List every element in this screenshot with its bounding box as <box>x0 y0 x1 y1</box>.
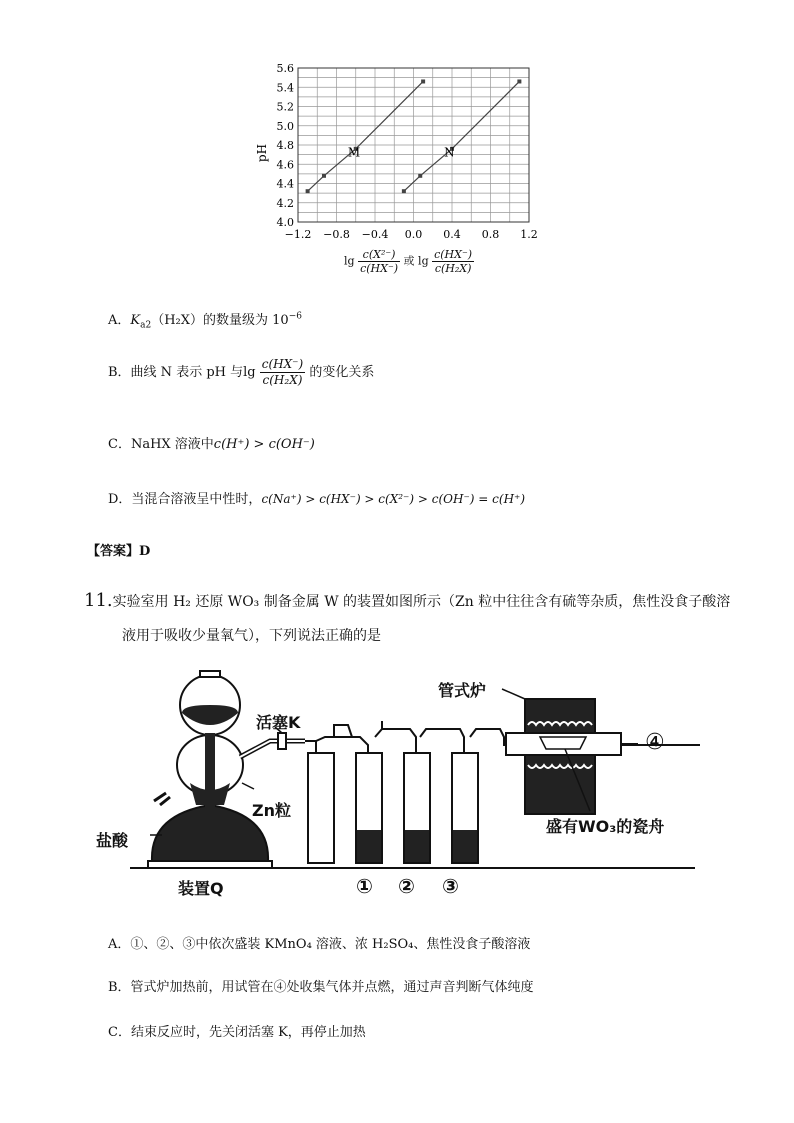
x-label-num1: c(X²⁻) <box>358 248 400 262</box>
x-tick-label: −1.2 <box>284 228 312 241</box>
y-tick-label: 4.0 <box>276 216 294 229</box>
pointer-furnace <box>502 689 525 699</box>
option-a-rest: （H₂X）的数量级为 10 <box>151 313 289 328</box>
label-furnace: 管式炉 <box>438 681 487 700</box>
option-b-den: c(H₂X) <box>262 373 303 387</box>
label-acid: 盐酸 <box>96 831 129 850</box>
answer: 【答案】D <box>87 544 151 559</box>
label-bottle-2: ② <box>398 874 415 898</box>
y-tick-label: 5.4 <box>276 81 294 95</box>
label-bottle-1: ① <box>356 874 373 898</box>
y-axis-label: pH <box>255 143 269 163</box>
x-label-frac2 <box>432 248 474 275</box>
x-tick-label: 0.8 <box>481 228 500 241</box>
x-label-den2: c(H₂X) <box>434 262 472 275</box>
question-number: 11. <box>84 590 113 611</box>
question-11 <box>84 590 730 611</box>
option-d-expr: c(Na⁺) > c(HX⁻) > c(X²⁻) > c(OH⁻) = c(H⁺) <box>261 492 526 506</box>
option-d <box>108 488 525 507</box>
series-point-N <box>402 189 406 193</box>
label-bottle-3: ③ <box>442 874 459 898</box>
pointer-zn <box>242 783 254 789</box>
option-d-prefix: D．当混合溶液呈中性时， <box>108 492 262 507</box>
kipp-top-stopper <box>200 671 220 677</box>
y-tick-label: 4.2 <box>276 196 294 210</box>
porcelain-boat <box>540 737 586 749</box>
x-tick-label: −0.4 <box>361 228 389 241</box>
option-b-prefix: B．曲线 N 表示 pH 与 <box>108 365 244 380</box>
series-point-M <box>322 174 326 178</box>
x-tick-label: 1.2 <box>520 228 538 241</box>
y-tick-label: 4.8 <box>276 139 294 152</box>
label-stopcock: 活塞K <box>256 713 301 732</box>
x-label-num2: c(HX⁻) <box>434 248 473 261</box>
label-device-q: 装置Q <box>178 879 224 898</box>
bottle-2-liquid <box>405 830 429 862</box>
x-label-frac1 <box>358 248 400 275</box>
y-tick-label: 4.4 <box>276 177 294 191</box>
option-b-frac <box>260 357 305 388</box>
q11-option-a: A．①、②、③中依次盛装 KMnO₄ 溶液、浓 H₂SO₄、焦性没食子酸溶液 <box>108 937 531 952</box>
q11-option-c: C．结束反应时，先关闭活塞 K，再停止加热 <box>108 1025 366 1040</box>
x-axis-label <box>344 248 474 275</box>
x-label-lg2: lg <box>418 254 429 268</box>
option-b <box>108 357 374 388</box>
y-tick-label: 5.6 <box>276 62 294 75</box>
x-label-den1: c(HX⁻) <box>360 262 399 275</box>
x-label-lg1: lg <box>344 254 355 268</box>
series-point-N <box>517 79 521 83</box>
option-b-suffix: 的变化关系 <box>309 365 375 380</box>
x-tick-label: 0.4 <box>443 228 461 241</box>
option-c <box>108 433 315 452</box>
bottle-1-liquid <box>357 830 381 862</box>
q11-option-b: B．管式炉加热前，用试管在④处收集气体并点燃，通过声音判断气体纯度 <box>108 980 534 995</box>
option-a <box>108 309 302 331</box>
y-tick-label: 4.6 <box>276 158 294 172</box>
bottle-3-liquid <box>453 830 477 862</box>
x-label-or: 或 <box>403 254 415 268</box>
y-tick-label: 5.2 <box>276 100 294 114</box>
option-c-prefix: C．NaHX 溶液中 <box>108 437 214 452</box>
question-11-line2: 液用于吸收少量氧气），下列说法正确的是 <box>122 628 381 644</box>
series-point-M <box>306 189 310 193</box>
option-a-prefix: A． <box>108 313 131 328</box>
outlet-tube <box>240 741 305 757</box>
series-point-N <box>418 174 422 178</box>
chart-ticks <box>277 62 538 241</box>
series-label-N: N <box>444 145 455 160</box>
option-c-expr: c(H⁺) > c(OH⁻) <box>213 437 315 452</box>
series-label-M: M <box>347 145 361 160</box>
option-b-lg: lg <box>243 365 256 380</box>
apparatus-diagram <box>120 665 710 905</box>
kipp-stand <box>148 861 272 868</box>
option-a-sub: a2 <box>140 320 152 331</box>
stopcock-k <box>278 733 286 749</box>
option-a-k: K <box>130 313 141 328</box>
kipp-side-stopper <box>154 793 170 805</box>
label-outlet-4: ④ <box>645 730 665 755</box>
label-boat: 盛有WO₃的瓷舟 <box>546 817 665 836</box>
y-tick-label: 5.0 <box>276 119 294 133</box>
question-line1: 实验室用 H₂ 还原 WO₃ 制备金属 W 的装置如图所示（Zn 粒中往往含有硫等杂质，焦性没食子酸溶 <box>112 594 731 610</box>
bottle-empty <box>308 753 334 863</box>
option-a-exp: −6 <box>288 311 302 322</box>
x-tick-label: 0.0 <box>404 228 423 241</box>
label-zn: Zn粒 <box>252 801 291 820</box>
option-b-num: c(HX⁻) <box>261 357 304 371</box>
x-tick-label: −0.8 <box>323 228 350 241</box>
series-point-M <box>421 79 425 83</box>
